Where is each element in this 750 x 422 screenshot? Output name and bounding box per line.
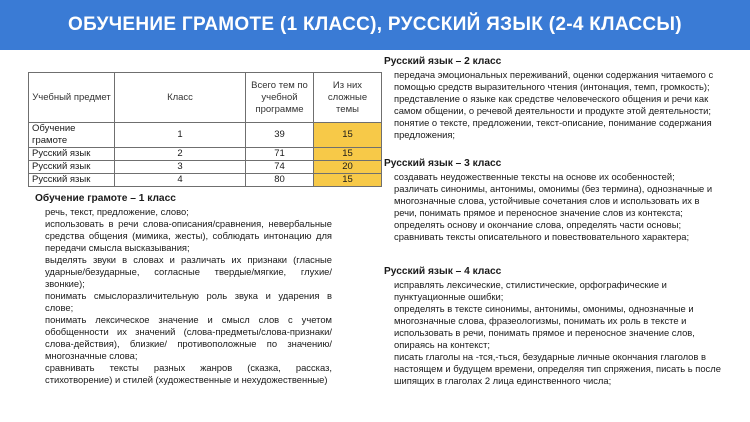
list-item: создавать неудожественные тексты на основе их особенностей; xyxy=(394,171,675,182)
list-item: понятие о тексте, предложении, текст-описание, понимание содержания предложения; xyxy=(394,117,712,140)
table-header-difficult-topics: Из них сложные темы xyxy=(314,73,382,123)
grade1-section xyxy=(35,193,332,386)
table-cell-subject: Русский язык xyxy=(29,148,115,161)
table-row xyxy=(29,123,382,148)
topics-table xyxy=(28,72,382,187)
list-item: представление о языке как средстве человеческого общения и речи как самом общении, о речевой деятельности и продукте этой деятельности; xyxy=(394,93,712,116)
list-item: передача эмоциональных переживаний, оценки содержания читаемого с помощью средств выразительного чтения (интонация, темп, громкость); xyxy=(394,69,714,92)
table-cell-difficult: 15 xyxy=(314,174,382,187)
table-cell-difficult: 15 xyxy=(314,148,382,161)
table-row xyxy=(29,174,382,187)
table-cell-grade: 1 xyxy=(115,123,246,148)
table-row xyxy=(29,161,382,174)
table-cell-difficult: 15 xyxy=(314,123,382,148)
list-item: определять основу и окончание слова, определять части основы; xyxy=(394,219,682,230)
grade3-list xyxy=(384,171,724,243)
table-cell-subject: Обучение грамоте xyxy=(29,123,115,148)
list-item: выделять звуки в словах и различать их признаки (гласные ударные/безударные, согласные твердые/мягкие, глухие/звонкие); xyxy=(45,254,332,289)
grade3-section xyxy=(384,158,724,243)
table-cell-total: 39 xyxy=(246,123,314,148)
list-item: использовать в речи слова-описания/сравнения, невербальные средства общения (мимика, жесты), соблюдать интонацию для передачи смысла высказывания; xyxy=(45,218,332,253)
table-cell-subject: Русский язык xyxy=(29,174,115,187)
table-cell-grade: 4 xyxy=(115,174,246,187)
list-item: понимать лексическое значение и смысл слов с учетом обобщенности их значений (слова-предметы/слова-признаки/слова-действия), близкие/ противоположные по значению/многозначные слова; xyxy=(45,314,332,361)
list-item: речь, текст, предложение, слово; xyxy=(45,206,189,217)
grade2-section xyxy=(384,56,724,141)
grade2-heading: Русский язык – 2 класс xyxy=(384,56,502,67)
table-row xyxy=(29,148,382,161)
title-bar xyxy=(0,0,750,50)
table-cell-difficult: 20 xyxy=(314,161,382,174)
table-cell-subject: Русский язык xyxy=(29,161,115,174)
grade4-section xyxy=(384,266,724,387)
table-cell-grade: 3 xyxy=(115,161,246,174)
table-cell-grade: 2 xyxy=(115,148,246,161)
list-item: сравнивать тексты разных жанров (сказка, рассказ, стихотворение) и стилей (художественные и нехудожественные) xyxy=(45,362,332,385)
grade4-heading: Русский язык – 4 класс xyxy=(384,266,502,277)
grade4-list xyxy=(384,279,724,387)
page-title: ОБУЧЕНИЕ ГРАМОТЕ (1 КЛАСС), РУССКИЙ ЯЗЫК (2-4 КЛАССЫ) xyxy=(68,14,682,35)
list-item: понимать смыслоразличительную роль звука и ударения в слове; xyxy=(45,290,332,313)
grade2-list xyxy=(384,69,724,141)
table-header-row xyxy=(29,73,382,123)
table-cell-total: 71 xyxy=(246,148,314,161)
table-cell-total: 80 xyxy=(246,174,314,187)
list-item: сравнивать тексты описательного и повествовательного характера; xyxy=(394,231,690,242)
list-item: писать глаголы на -тся,-ться, безударные личные окончания глаголов в настоящем и будущем времени, определяя тип спряжения, писать ь после шипящих в глаголах 2 лица единственного числа; xyxy=(394,351,721,386)
list-item: исправлять лексические, стилистические, орфографические и пунктуационные ошибки; xyxy=(394,279,667,302)
table-cell-total: 74 xyxy=(246,161,314,174)
list-item: определять в тексте синонимы, антонимы, омонимы, однозначные и многозначные слова, фразеологизмы, понимать их роль в тексте и использовать в речи, понимать прямое и переносное значение слов, опираясь на контекст; xyxy=(394,303,695,350)
list-item: различать синонимы, антонимы, омонимы (без термина), однозначные и многозначные слова, устойчивые сочетания слов и использовать их в речи, понимать прямое и переносное значение слов из контекста; xyxy=(394,183,713,218)
table-header-subject: Учебный предмет xyxy=(29,73,115,123)
table-header-total-topics: Всего тем по учебной программе xyxy=(246,73,314,123)
grade3-heading: Русский язык – 3 класс xyxy=(384,158,502,169)
grade1-list xyxy=(35,206,332,386)
grade1-heading: Обучение грамоте – 1 класс xyxy=(35,193,176,204)
table-header-grade: Класс xyxy=(115,73,246,123)
